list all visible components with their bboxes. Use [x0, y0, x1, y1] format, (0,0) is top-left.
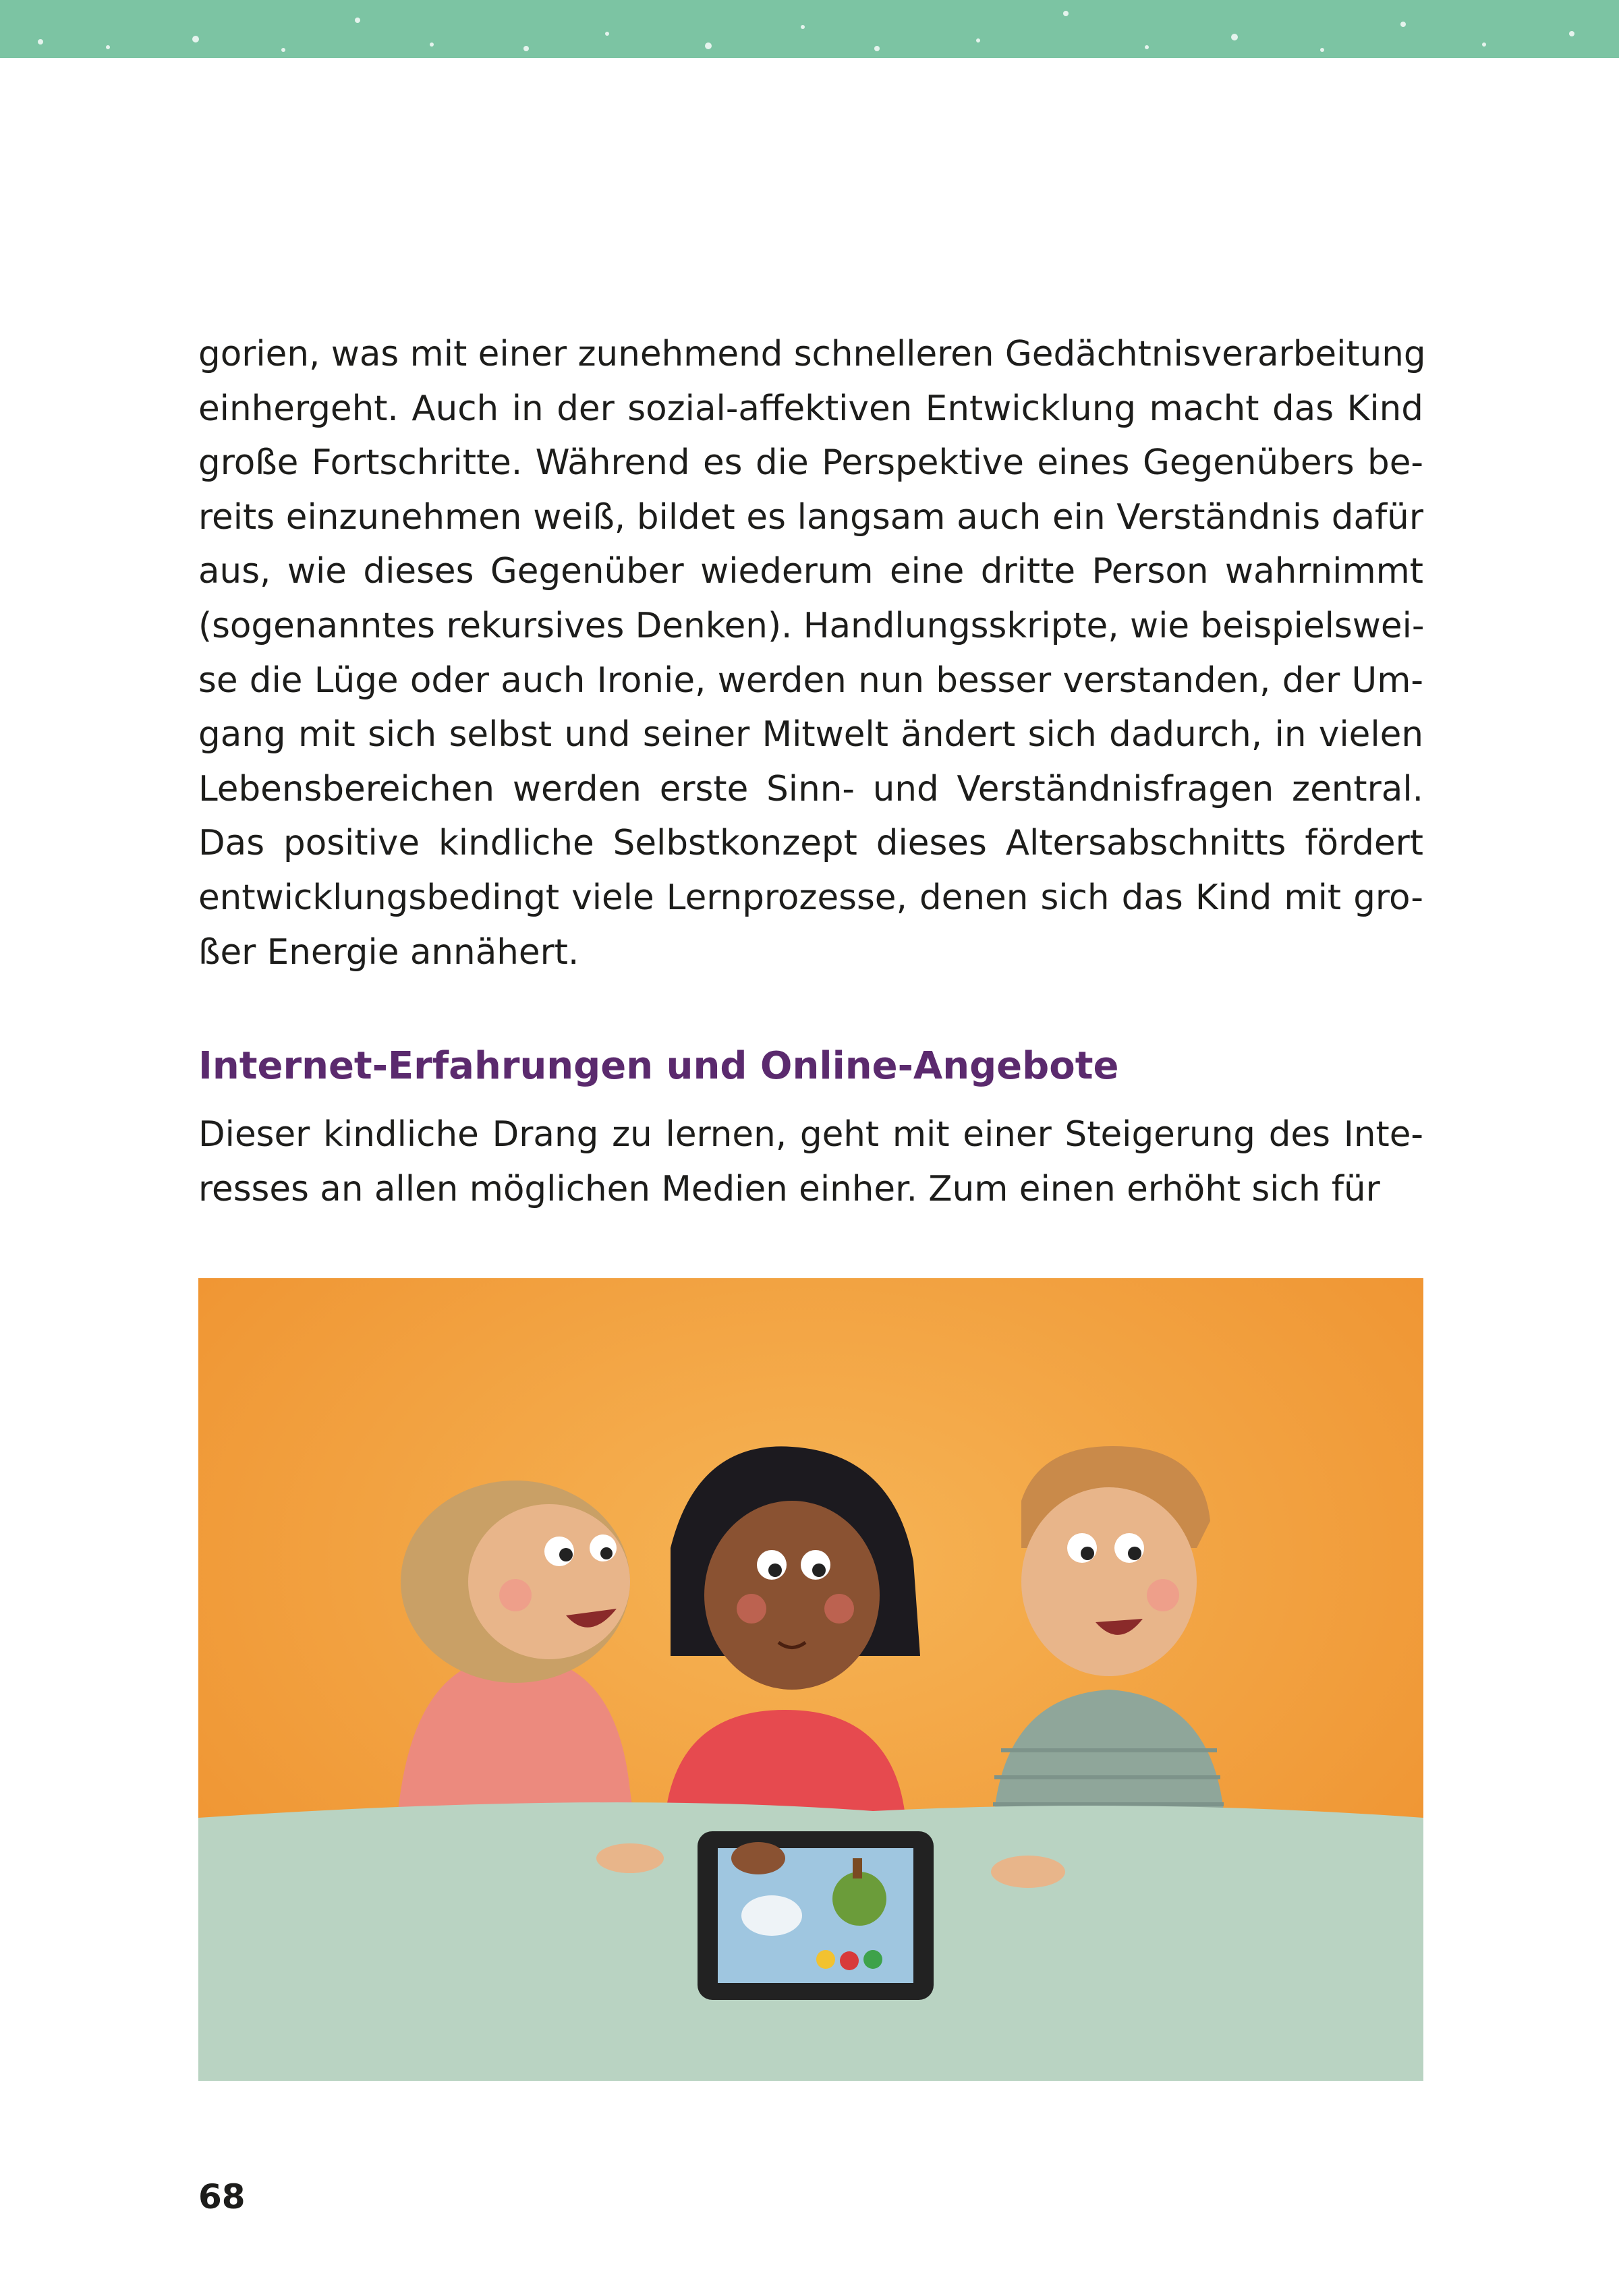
text-line: entwicklungsbedingt viele Lernprozesse, denen sich das Kind mit gro- — [198, 877, 1423, 918]
text-line: gang mit sich selbst und seiner Mitwelt ändert sich dadurch, in vielen — [198, 714, 1423, 755]
text-line: ßer Energie annähert. — [198, 931, 579, 973]
text-line: große Fortschritte. Während es die Perspektive eines Gegenübers be- — [198, 442, 1423, 484]
text-line: Dieser kindliche Drang zu lernen, geht mit einer Steigerung des Inte- — [198, 1114, 1423, 1155]
decorative-top-band — [0, 0, 1619, 58]
text-line: einhergeht. Auch in der sozial-affektiven Entwicklung macht das Kind — [198, 388, 1423, 429]
children-with-tablet-illustration — [198, 1278, 1423, 2081]
text-line: (sogenanntes rekursives Denken). Handlungsskripte, wie beispielswei- — [198, 605, 1425, 646]
text-line: Das positive kindliche Selbstkonzept dieses Altersabschnitts fördert — [198, 823, 1423, 864]
body-paragraph-2 — [198, 1108, 1423, 1216]
body-paragraph-1 — [198, 327, 1426, 979]
text-line: reits einzunehmen weiß, bildet es langsam auch ein Verständnis dafür — [198, 496, 1423, 538]
text-line: aus, wie dieses Gegenüber wiederum eine dritte Person wahrnimmt — [198, 551, 1423, 592]
text-line: se die Lüge oder auch Ironie, werden nun besser verstanden, der Um- — [198, 660, 1423, 701]
section-heading: Internet-Erfahrungen und Online-Angebote — [198, 1044, 1119, 1088]
text-line: gorien, was mit einer zunehmend schnelleren Gedächtnisverarbeitung — [198, 334, 1426, 374]
page-number: 68 — [198, 2177, 246, 2216]
text-line: resses an allen möglichen Medien einher. Zum einen erhöht sich für — [198, 1168, 1380, 1209]
text-line: Lebensbereichen werden erste Sinn- und Verständnisfragen zentral. — [198, 768, 1423, 809]
